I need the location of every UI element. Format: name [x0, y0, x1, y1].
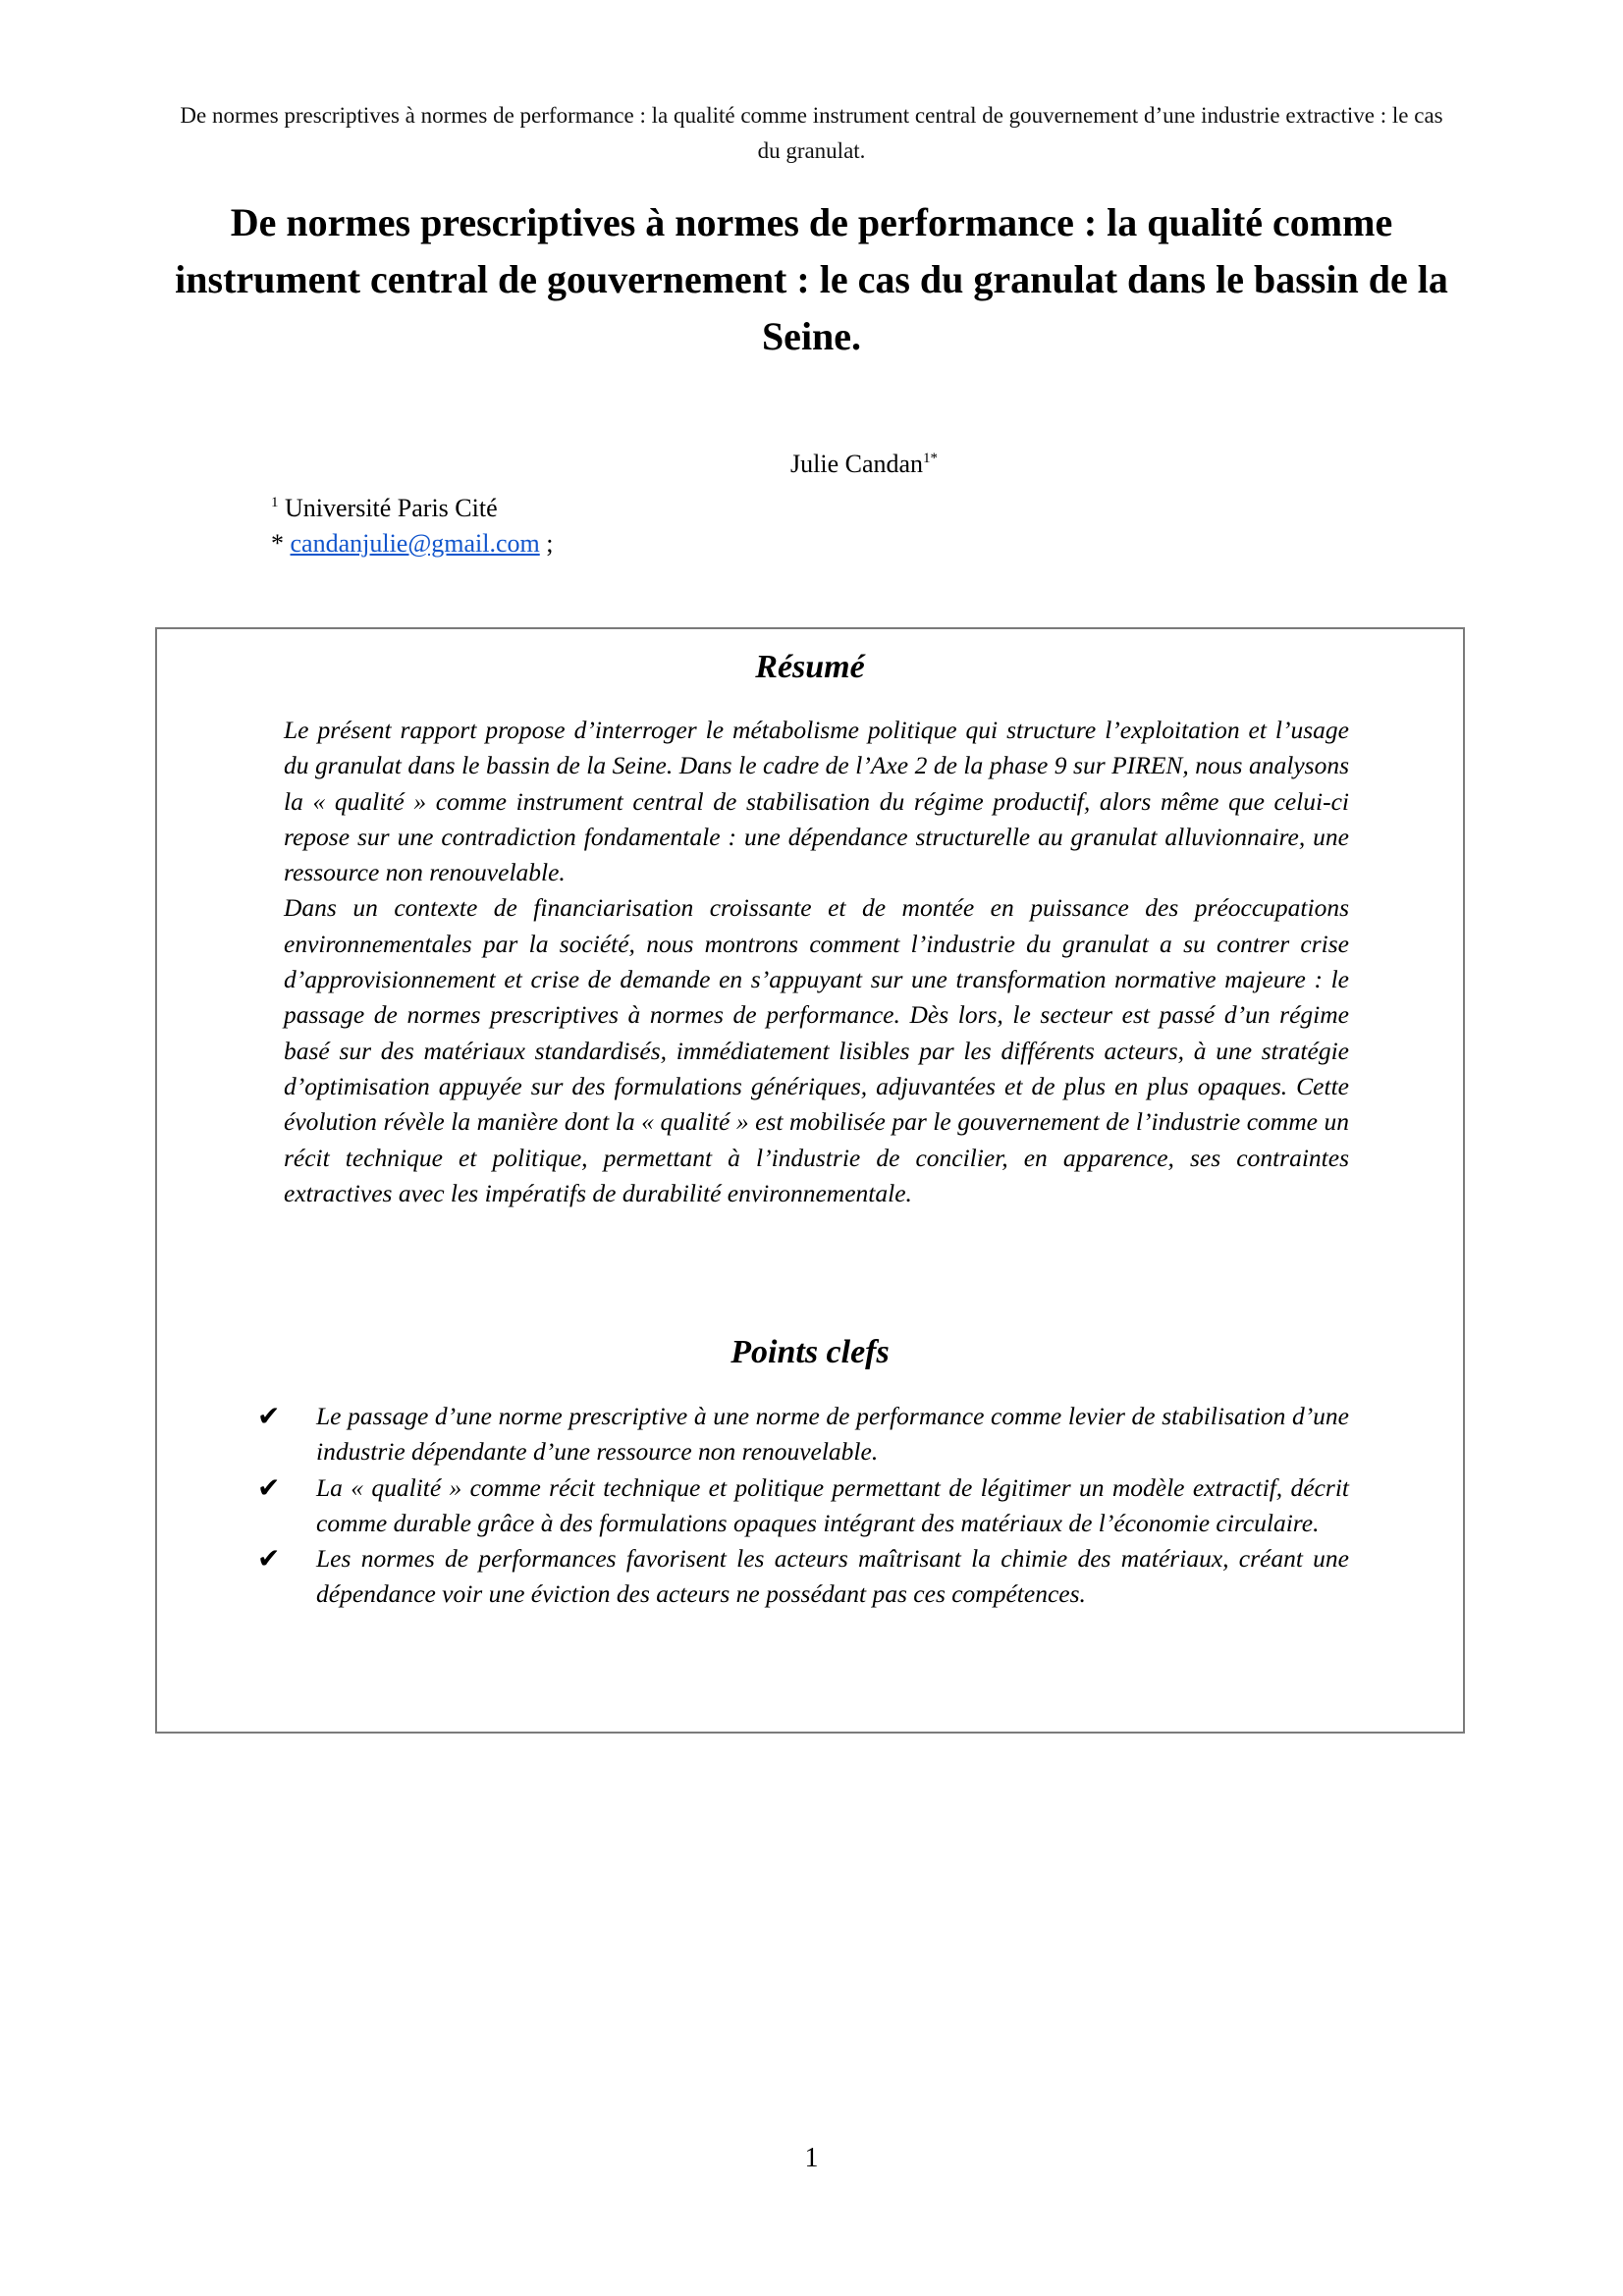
key-point-text: Les normes de performances favorisent les acteurs maîtrisant la chimie des matériaux, créant une dépendance voir une éviction des acteurs ne possédant pas ces compétences.	[316, 1544, 1349, 1609]
key-point-item	[255, 1470, 1349, 1542]
check-mark-icon: ✔	[257, 1542, 281, 1575]
email-suffix: ;	[539, 529, 554, 558]
email-line	[271, 526, 553, 561]
check-mark-icon: ✔	[257, 1470, 281, 1504]
affiliation-institution: Université Paris Cité	[285, 494, 498, 522]
key-points-list	[255, 1399, 1349, 1613]
key-point-item	[255, 1541, 1349, 1613]
abstract-box	[155, 627, 1465, 1734]
author-line	[790, 450, 938, 479]
key-point-text: Le passage d’une norme prescriptive à une norme de performance comme levier de stabilisation d’une industrie dépendante d’une ressource non renouvelable.	[316, 1402, 1349, 1467]
check-mark-icon: ✔	[257, 1400, 281, 1432]
email-link[interactable]: candanjulie@gmail.com	[290, 529, 540, 558]
page-number: 1	[804, 2143, 819, 2173]
key-point-text: La « qualité » comme récit technique et politique permettant de légitimer un modèle extractif, décrit comme durable grâce à des formulations opaques intégrant des matériaux de l’économie circulaire.	[316, 1472, 1349, 1537]
abstract-heading: Résumé	[755, 649, 865, 685]
key-points-heading: Points clefs	[730, 1334, 890, 1370]
paper-title: De normes prescriptives à normes de performance : la qualité comme instrument central de gouvernement : le cas du granulat dans le bassin de la Seine.	[175, 200, 1448, 358]
abstract-paragraph: Dans un contexte de financiarisation croissante et de montée en puissance des préoccupations environnementales par la société, nous montrons comment l’industrie du granulat a su contrer crise d’approvisionnement et crise de demande en s’appuyant sur une transformation normative majeure : le passage de normes prescriptives à normes de performance. Dès lors, le secteur est passé d’un régime basé sur des matériaux standardisés, immédiatement lisibles par les différents acteurs, à une stratégie d’optimisation appuyée sur des formulations génériques, adjuvantées et de plus en plus opaques. Cette évolution révèle la manière dont la « qualité » est mobilisée par le gouvernement de l’industrie comme un récit technique et politique, permettant à l’industrie de concilier, en apparence, ses contraintes extractives avec les impératifs de durabilité environnementale.	[284, 893, 1349, 1207]
abstract-body	[284, 713, 1349, 1211]
key-point-item	[255, 1399, 1349, 1470]
affiliation-line	[271, 485, 553, 526]
running-header: De normes prescriptives à normes de performance : la qualité comme instrument central de gouvernement d’une industrie extractive : le cas du granulat.	[180, 103, 1443, 163]
affiliations	[271, 485, 553, 561]
author-name: Julie Candan	[790, 450, 924, 478]
affiliation-mark: 1	[271, 495, 279, 510]
email-mark: *	[271, 529, 284, 558]
abstract-paragraph: Le présent rapport propose d’interroger le métabolisme politique qui structure l’exploitation et l’usage du granulat dans le bassin de la Seine. Dans le cadre de l’Axe 2 de la phase 9 sur PIREN, nous analysons la « qualité » comme instrument central de stabilisation du régime productif, alors même que celui-ci repose sur une contradiction fondamentale : une dépendance structurelle au granulat alluvionnaire, une ressource non renouvelable.	[284, 716, 1349, 887]
author-marks: 1*	[923, 451, 939, 466]
